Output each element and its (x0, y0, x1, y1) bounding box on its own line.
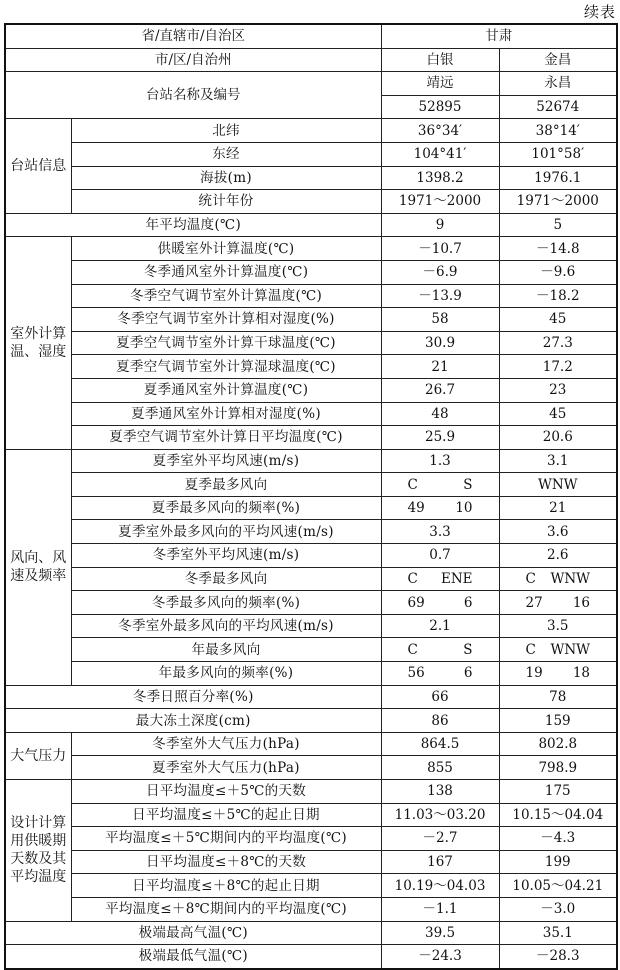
table-row (5, 662, 617, 686)
value-station-1: 21 (381, 355, 499, 379)
row-label: 极端最高气温(℃) (5, 921, 381, 945)
table-row (5, 496, 617, 520)
row-label: 冬季空气调节室外计算温度(℃) (71, 284, 381, 308)
value-station-2: －4.3 (499, 827, 617, 851)
value-part: C (407, 476, 418, 493)
row-label: 夏季空气调节室外计算干球温度(℃) (71, 331, 381, 355)
station-label: 台站名称及编号 (5, 72, 381, 119)
value-pair (502, 595, 615, 611)
table-row (5, 945, 617, 969)
row-label: 冬季空气调节室外计算相对湿度(%) (71, 308, 381, 332)
table-row (5, 874, 617, 898)
value-part: WNW (550, 641, 591, 658)
value-station-2: 802.8 (499, 732, 617, 756)
value-pair (384, 665, 497, 681)
value-station-2: 5 (499, 213, 617, 237)
row-label: 年最多风向 (71, 638, 381, 662)
table-row (5, 803, 617, 827)
value-station-1: 167 (381, 850, 499, 874)
row-label: 统计年份 (71, 190, 381, 214)
row-label: 夏季空气调节室外计算湿球温度(℃) (71, 355, 381, 379)
value-part: 19 (525, 665, 543, 682)
table-row (5, 190, 617, 214)
value-station-2: 2.6 (499, 544, 617, 568)
row-label: 供暖室外计算温度(℃) (71, 237, 381, 261)
value-station-1: 0.7 (381, 544, 499, 568)
station-name-2: 永昌 (499, 72, 617, 96)
value-station-2: －28.3 (499, 945, 617, 969)
value-station-1: 86 (381, 709, 499, 733)
value-station-2: 78 (499, 685, 617, 709)
value-part: 18 (572, 665, 591, 682)
table-row (5, 331, 617, 355)
row-label: 东经 (71, 142, 381, 166)
value-station-1: 1971～2000 (381, 190, 499, 214)
row-label: 冬季通风室外计算温度(℃) (71, 260, 381, 284)
value-station-1: －6.9 (381, 260, 499, 284)
row-label: 夏季空气调节室外计算日平均温度(℃) (71, 426, 381, 450)
table-row (5, 638, 617, 662)
value-station-1: －10.7 (381, 237, 499, 261)
row-label: 平均温度≤＋5℃期间内的平均温度(℃) (71, 827, 381, 851)
table-row (5, 284, 617, 308)
value-station-1: 10.19～04.03 (381, 874, 499, 898)
table-row (5, 402, 617, 426)
value-station-2: 199 (499, 850, 617, 874)
value-station-1: 66 (381, 685, 499, 709)
value-station-1 (381, 473, 499, 497)
value-station-1: 138 (381, 780, 499, 804)
value-part: ENE (440, 570, 473, 587)
row-label: 日平均温度≤＋5℃的起止日期 (71, 803, 381, 827)
value-station-2: 1971～2000 (499, 190, 617, 214)
value-station-2: 3.1 (499, 449, 617, 473)
value-part: 49 (407, 500, 425, 517)
value-part: 6 (463, 594, 473, 611)
value-station-2: 159 (499, 709, 617, 733)
city-value-1: 白银 (381, 48, 499, 72)
row-label: 日平均温度≤＋5℃的天数 (71, 780, 381, 804)
row-label: 夏季通风室外计算温度(℃) (71, 378, 381, 402)
table-row (5, 827, 617, 851)
value-station-1: 48 (381, 402, 499, 426)
continued-label: 续表 (583, 3, 616, 21)
value-pair (384, 477, 497, 493)
value-part: C (407, 570, 418, 587)
table-row (5, 544, 617, 568)
row-label: 冬季最多风向的频率(%) (71, 591, 381, 615)
value-station-1: －2.7 (381, 827, 499, 851)
value-station-2: 798.9 (499, 756, 617, 780)
table-row (5, 166, 617, 190)
value-pair (384, 595, 497, 611)
value-station-1: 855 (381, 756, 499, 780)
header-row-city (5, 48, 617, 72)
value-station-1 (381, 496, 499, 520)
value-part: C (525, 570, 536, 587)
table-row (5, 756, 617, 780)
row-label: 夏季室外平均风速(m/s) (71, 449, 381, 473)
table-row (5, 614, 617, 638)
city-label: 市/区/自治州 (5, 48, 381, 72)
value-part: 69 (407, 594, 425, 611)
value-station-2 (499, 567, 617, 591)
table-row (5, 732, 617, 756)
value-station-2: 38°14′ (499, 119, 617, 143)
value-station-2 (499, 591, 617, 615)
row-label: 海拔(m) (71, 166, 381, 190)
value-station-2: 45 (499, 308, 617, 332)
value-station-2: 101°58′ (499, 142, 617, 166)
row-label: 冬季日照百分率(%) (5, 685, 381, 709)
row-label: 夏季通风室外计算相对湿度(%) (71, 402, 381, 426)
province-value: 甘肃 (381, 24, 617, 48)
header-row-station (5, 72, 617, 96)
value-station-2: 10.05～04.21 (499, 874, 617, 898)
table-row (5, 473, 617, 497)
value-station-1: 25.9 (381, 426, 499, 450)
value-station-2: 3.5 (499, 614, 617, 638)
value-part: 16 (572, 594, 591, 611)
value-station-1: 26.7 (381, 378, 499, 402)
row-label: 夏季室外大气压力(hPa) (71, 756, 381, 780)
value-part: 6 (463, 665, 473, 682)
value-station-1: 9 (381, 213, 499, 237)
value-pair (384, 500, 497, 516)
group-label: 室外计算温、湿度 (5, 237, 71, 449)
table-row (5, 897, 617, 921)
table-body (5, 24, 617, 969)
value-station-2: WNW (499, 473, 617, 497)
row-label: 北纬 (71, 119, 381, 143)
table-row (5, 449, 617, 473)
value-station-1 (381, 567, 499, 591)
value-part: S (463, 641, 473, 658)
table-row (5, 921, 617, 945)
table-row (5, 685, 617, 709)
value-station-2: 17.2 (499, 355, 617, 379)
station-name-1: 靖远 (381, 72, 499, 96)
value-station-2: 45 (499, 402, 617, 426)
value-station-1: 58 (381, 308, 499, 332)
table-row (5, 308, 617, 332)
city-value-2: 金昌 (499, 48, 617, 72)
group-label: 大气压力 (5, 732, 71, 779)
climate-table (4, 23, 618, 970)
row-label: 冬季室外最多风向的平均风速(m/s) (71, 614, 381, 638)
header-row-province (5, 24, 617, 48)
value-part: S (463, 476, 473, 493)
value-station-1: －24.3 (381, 945, 499, 969)
value-station-1 (381, 662, 499, 686)
row-label: 冬季最多风向 (71, 567, 381, 591)
value-station-1: 104°41′ (381, 142, 499, 166)
table-row (5, 520, 617, 544)
row-label: 平均温度≤＋8℃期间内的平均温度(℃) (71, 897, 381, 921)
table-row (5, 237, 617, 261)
value-station-1: 30.9 (381, 331, 499, 355)
table-row (5, 426, 617, 450)
value-station-2: 3.6 (499, 520, 617, 544)
value-station-2: 23 (499, 378, 617, 402)
value-station-2: 10.15～04.04 (499, 803, 617, 827)
row-label: 日平均温度≤＋8℃的天数 (71, 850, 381, 874)
row-label: 最大冻土深度(cm) (5, 709, 381, 733)
value-station-2: 1976.1 (499, 166, 617, 190)
value-station-2: 27.3 (499, 331, 617, 355)
value-station-2: －9.6 (499, 260, 617, 284)
value-pair (384, 571, 497, 587)
value-station-2 (499, 662, 617, 686)
table-row (5, 780, 617, 804)
value-part: C (407, 641, 418, 658)
value-station-1: 1398.2 (381, 166, 499, 190)
value-station-1: 2.1 (381, 614, 499, 638)
value-pair (502, 642, 615, 658)
value-station-1: 36°34′ (381, 119, 499, 143)
table-row (5, 850, 617, 874)
value-part: C (525, 641, 536, 658)
value-station-2: 175 (499, 780, 617, 804)
province-label: 省/直辖市/自治区 (5, 24, 381, 48)
value-station-1: 11.03～03.20 (381, 803, 499, 827)
table-row (5, 260, 617, 284)
station-code-2: 52674 (499, 95, 617, 119)
value-station-1: 1.3 (381, 449, 499, 473)
table-row (5, 378, 617, 402)
value-station-2: 20.6 (499, 426, 617, 450)
row-label: 极端最低气温(℃) (5, 945, 381, 969)
value-station-1: 864.5 (381, 732, 499, 756)
value-station-1: －1.1 (381, 897, 499, 921)
value-part: WNW (550, 570, 591, 587)
value-station-1 (381, 638, 499, 662)
table-row (5, 119, 617, 143)
value-station-1: 3.3 (381, 520, 499, 544)
value-station-1 (381, 591, 499, 615)
table-row (5, 591, 617, 615)
row-label: 日平均温度≤＋8℃的起止日期 (71, 874, 381, 898)
row-label: 冬季室外平均风速(m/s) (71, 544, 381, 568)
row-label: 年最多风向的频率(%) (71, 662, 381, 686)
value-part: 10 (455, 500, 473, 517)
value-station-2: 21 (499, 496, 617, 520)
row-label: 年平均温度(℃) (5, 213, 381, 237)
group-label: 设计计算用供暖期天数及其平均温度 (5, 780, 71, 922)
table-row (5, 567, 617, 591)
table-row (5, 213, 617, 237)
row-label: 冬季室外大气压力(hPa) (71, 732, 381, 756)
value-station-2: 35.1 (499, 921, 617, 945)
group-label: 台站信息 (5, 119, 71, 213)
value-pair (384, 642, 497, 658)
row-label: 夏季最多风向的频率(%) (71, 496, 381, 520)
value-station-2 (499, 638, 617, 662)
table-row (5, 142, 617, 166)
value-station-2: －3.0 (499, 897, 617, 921)
row-label: 夏季室外最多风向的平均风速(m/s) (71, 520, 381, 544)
value-station-2: －14.8 (499, 237, 617, 261)
value-part: 27 (525, 594, 543, 611)
table-row (5, 355, 617, 379)
value-station-1: －13.9 (381, 284, 499, 308)
group-label: 风向、风速及频率 (5, 449, 71, 685)
station-code-1: 52895 (381, 95, 499, 119)
table-row (5, 709, 617, 733)
value-station-1: 39.5 (381, 921, 499, 945)
value-pair (502, 571, 615, 587)
value-station-2: －18.2 (499, 284, 617, 308)
value-pair (502, 665, 615, 681)
row-label: 夏季最多风向 (71, 473, 381, 497)
value-part: 56 (407, 665, 425, 682)
